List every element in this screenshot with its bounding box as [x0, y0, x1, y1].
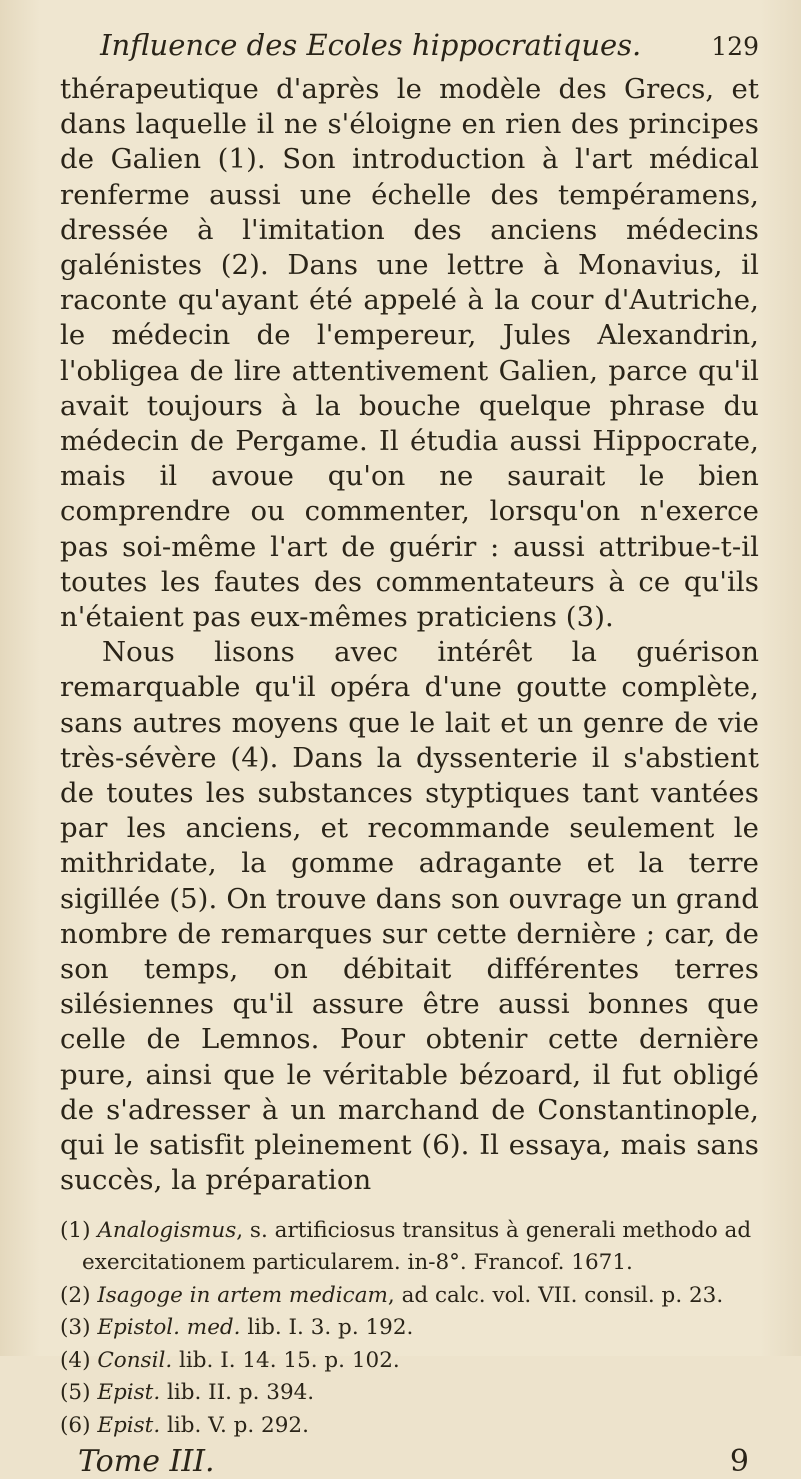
footnote-mark: (1) [60, 1217, 91, 1243]
footnote-4 [60, 1345, 759, 1378]
volume-label: Tome III. [78, 1444, 215, 1479]
footnote-title: Isagoge in artem medicam [97, 1282, 388, 1308]
footnote-title: Epistol. med. [97, 1315, 241, 1340]
running-title: Influence des Ecoles hippocratiques. [100, 28, 642, 62]
footnote-text: , ad calc. vol. VII. consil. p. 23. [387, 1282, 724, 1308]
page-header [60, 28, 759, 72]
paragraph-2: Nous lisons avec intérêt la guérison remarquable qu'il opéra d'une goutte complète, sans autres moyens que le lait et un genre de vie très-sévère (4). Dans la dyssenterie il s'abstient de toutes les substances styptiques tant vantées par les anciens, et recommande seulement le mithridate, la gomme adragante et la terre sigillée (5). On trouve dans son ouvrage un grand nombre de remarques sur cette dernière ; car, de son temps, on débitait différentes terres silésiennes qu'il assure être aussi bonnes que celle de Lemnos. Pour obtenir cette dernière pure, ainsi que le véritable bézoard, il fut obligé de s'adresser à un marchand de Constantinople, qui le satisfit pleinement (6). Il essaya, mais sans succès, la préparation [60, 636, 759, 1197]
footnote-title: Epist. [97, 1412, 161, 1438]
footnote-title: Analogismus [97, 1217, 237, 1243]
footnote-text: lib. I. 3. p. 192. [240, 1315, 414, 1340]
footnote-text: lib. II. p. 394. [160, 1380, 315, 1405]
footnotes [60, 1215, 759, 1443]
footnote-5 [60, 1377, 759, 1410]
footnote-6 [60, 1410, 759, 1443]
footnote-3 [60, 1312, 759, 1345]
paragraph-1: thérapeutique d'après le modèle des Grecs, et dans laquelle il ne s'éloigne en rien des principes de Galien (1). Son introduction à l'art médical renferme aussi une échelle des tempéramens, dressée à l'imitation des anciens médecins galénistes (2). Dans une lettre à Monavius, il raconte qu'ayant été appelé à la cour d'Autriche, le médecin de l'empereur, Jules Alexandrin, l'obligea de lire attentivement Galien, parce qu'il avait toujours à la bouche quelque phrase du médecin de Pergame. Il étudia aussi Hippocrate, mais il avoue qu'on ne saurait le bien comprendre ou commenter, lorsqu'on n'exerce pas soi-même l'art de guérir : aussi attribue-t-il toutes les fautes des commentateurs à ce qu'ils n'étaient pas eux-mêmes praticiens (3). [60, 73, 759, 634]
footnote-title: Epist. [97, 1380, 161, 1405]
footnote-text: , s. artificiosus transitus à generali methodo ad exercitationem particularem. in-8°. Francof. 1671. [82, 1217, 752, 1275]
footnote-text: lib. V. p. 292. [160, 1412, 309, 1438]
footnote-mark: (5) [60, 1380, 91, 1405]
footnote-title: Consil. [97, 1347, 173, 1373]
footnote-mark: (6) [60, 1412, 91, 1438]
main-text [60, 72, 759, 1199]
footnote-text: lib. I. 14. 15. p. 102. [172, 1347, 400, 1373]
footnote-mark: (3) [60, 1315, 91, 1340]
page-number: 129 [711, 32, 759, 61]
footnote-mark: (2) [60, 1282, 91, 1308]
footnote-1 [60, 1215, 759, 1280]
page-footer [60, 1444, 759, 1479]
footnote-mark: (4) [60, 1347, 91, 1373]
signature-mark: 9 [729, 1444, 749, 1479]
footnote-2 [60, 1280, 759, 1313]
